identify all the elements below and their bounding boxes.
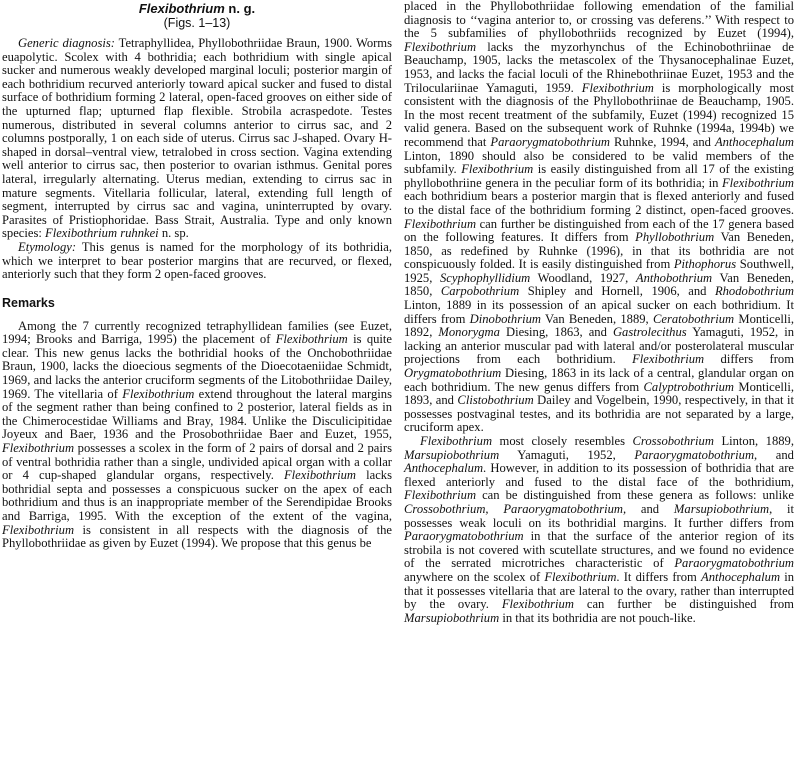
text-run: is consistent in all respects with the diagnosis of the Phyllobothriidae as given by Euzet (1994). We propose that this genus be [2,522,392,551]
taxon-name: Flexibothrium [632,352,705,367]
remarks-paragraph-2 [404,435,794,625]
taxon-name: Paraorygmatobothrium [404,529,524,544]
taxon-name: Flexibothrium [2,441,75,456]
taxon-name: Flexibothrium [420,434,493,448]
species-suffix: n. sp. [158,226,189,241]
taxon-name: Paraorygmatobothrium [634,447,755,462]
taxon-name: Anthobothrium [635,270,713,285]
etymology-lead: Etymology: [18,239,77,254]
text-run: each bothridium bears a posterior margin that is flexed anteriorly and fused to the distal face of the bothridium forming 2 distinct, open-faced grooves. [404,189,794,217]
taxon-name: Dinobothrium [469,311,542,326]
taxon-name: Flexibothrium [721,175,794,190]
section-title [2,2,392,16]
taxon-name: Scyphophyllidium [439,270,531,285]
text-run: is easily distinguished from all 17 of the existing phyllobothriine genera in the peculiar form of its bothridia; in [404,162,794,190]
taxon-name: Gastrolecithus [612,325,687,340]
taxon-name: Paraorygmatobothrium [490,134,611,149]
text-run: Woodland, 1927, [530,270,636,285]
taxon-name: Marsupiobothrium [404,610,500,625]
text-run: anywhere on the scolex of [404,569,545,584]
text-run: . However, in addition to its possession of bothridia that are flexed anteriorly and fused to the distal face of the bothridium, [404,461,794,489]
text-run: Linton, 1889 in its possession of an apical sucker on each bothridium. It differs from [404,298,794,326]
text-run: Among the 7 currently recognized tetraphyllidean families (see Euzet, 1994; Brooks and Barriga, 1995) the placement of [2,318,392,347]
text-run: possesses a scolex in the form of 2 pairs of dorsal and 2 pairs of ventral bothridia rather than a single, undivided apical organ with a collar or 4 cup-shaped glandular organs, respectively. [2,441,392,483]
taxon-name: Flexibothrium [501,597,574,612]
taxon-name: Flexibothrium [404,216,477,231]
text-run: lacks the myzorhynchus of the Echinobothriinae de Beauchamp, 1905, lacks the metascolex of the Thysanocephalinae Euzet, 1953, and lacks the facial loculi of the Rhinebothriinae Euzet, 1953 and the Triloculariinae Yamaguti, 1959. [404,39,794,95]
taxon-name: Paraorygmatobothrium [674,556,794,571]
taxon-name: Flexibothrium [275,332,348,347]
text-run: can be distinguished from these genera as follows: unlike [476,488,794,503]
text-run: in that it possesses vitellaria that are lateral to the ovary, rather than interrupted by the ovary. [404,569,794,612]
text-run: is quite clear. This new genus lacks the bothridial hooks of the Onchobothriidae Braun, 1900, lacks the dioecious segments of the Dioecotaeniidae Schmidt, 1969, and lacks the anterior cruciform segments of the Litobothriidae Dailey, 1969. The vitellaria of [2,332,392,401]
text-run: , and [754,447,794,462]
text-run: Linton, 1889, [713,434,794,448]
text-run: . It differs from [616,569,701,584]
figures-reference: (Figs. 1–13) [163,16,231,30]
taxon-name: Marsupiobothrium [673,501,770,516]
taxon-name: Ceratobothrium [652,311,735,326]
taxon-name: Flexibothrium [544,569,617,584]
text-run: in that its bothridia are not pouch-like. [499,610,696,625]
text-run: Ruhnke, 1994, and [610,134,715,149]
diagnosis-text: Tetraphyllidea, Phyllobothriidae Braun, 1900. Worms euapolytic. Scolex with 4 bothridia; each bothridium with single apical sucker and numerous weakly developed marginal loculi; posterior margin of each bothridium recurved anteriorly toward apical sucker and fused to distal surface of bothridium forming 2 lateral, open-faced grooves on either side of the upturned flap; upturned flap flexible. Strobila acraspedote. Testes numerous, distributed in several columns anterior to cirrus sac, and 2 columns postporally, 1 on each side of uterus. Cirrus sac J-shaped. Ovary H-shaped in dorsal–ventral view, tetralobed in cross section. Vagina extending well anterior to cirrus sac, then posterior to ovarian isthmus. Genital pores lateral, irregularly alternating. Uterus median, extending to cirrus sac in mature segments. Vitellaria follicular, lateral, extending full length of segment, interrupted by cirrus sac and vagina, uninterrupted by ovary. Parasites of Pristiophoridae. Bass Strait, Australia. Type and only known species: [2,36,393,241]
taxon-name: Anthocephalum [701,569,781,584]
taxon-name: Flexibothrium [461,162,534,177]
taxon-name: Flexibothrium [122,386,195,401]
taxon-name: Anthocephalum [714,134,794,149]
taxon-name: Flexibothrium [404,39,477,54]
text-run: Diesing, 1863, and [499,325,613,340]
taxon-name: Pithophorus [673,257,737,272]
taxon-name: Rhodobothrium [714,284,794,299]
right-column [404,0,794,625]
text-run: Dailey and Vogelbein, 1990, respectively, in that it possesses postvaginal testes, and its bothridia are not separated by a large, cruciform apex. [404,393,794,435]
text-run: Van Beneden, 1850, as redefined by Ruhnke (1996), in that its bothridia are not conspicuously folded. It is easily distinguished from [404,230,794,272]
diagnosis-lead: Generic diagnosis: [18,36,115,50]
text-run: Southwell, 1925, [404,257,794,285]
text-run: Yamaguti, 1952, in lacking an anterior muscular pad with lateral and/or posterolateral muscular projections from each bothridium. [404,325,794,367]
text-run: can further be distinguished from [573,597,794,612]
etymology-text: This genus is named for the morphology of its bothridia, which we interpret to bear posterior margins that are recurved, or flexed, anteriorly such that they form 2 open-faced grooves. [2,239,392,282]
left-column [2,0,392,551]
remarks-paragraph-1-continued [404,0,794,435]
taxon-name: Flexibothrium [283,468,357,483]
taxon-name: Carpobothrium [440,284,520,299]
text-run: Monticelli, 1892, [404,311,794,340]
text-run: in that the surface of the anterior region of its strobila is not covered with scutellate structures, and we found no evidence of the serrated microtriches characteristic of [404,529,794,571]
text-run: Van Beneden, 1850, [404,270,794,299]
remarks-paragraph-1 [2,320,392,551]
species-name: Flexibothrium ruhnkei [45,226,159,241]
taxon-name: Phyllobothrium [635,230,715,245]
genus-name: Flexibothrium [138,1,225,16]
text-run: and [626,501,674,516]
text-run: extend throughout the lateral margins of the segment rather than being confined to 2 posterior, lateral fields as in the Chimerocestidae Williams and Bray, 1984. Unlike the Disculicipitidae Joyeux and Baer, 1936 and the Prosobothriidae Baer and Euzet, 1955, [2,386,392,442]
text-run: Linton, 1890 should also be considered to be valid members of the subfamily. [404,148,794,177]
text-run: most closely resembles [492,434,633,448]
taxon-name: Anthocephalum [404,461,484,476]
text-run: Diesing, 1863 in its lack of a central, glandular organ on each bothridium. The new genus differs from [404,366,794,394]
taxon-name: Crossobothrium [632,434,714,448]
taxon-name: Flexibothrium [581,80,654,95]
generic-diagnosis-paragraph [2,37,392,241]
remarks-heading: Remarks [2,295,55,310]
text-run: Shipley and Hornell, 1906, and [519,284,715,299]
text-run: can further be distinguished from each of the 17 genera based on the following features. It differs from [404,216,794,245]
text-run: lacks bothridial septa and possesses a conspicuous sucker on the apex of each bothridium and thus is an inappropriate member of the Serendipidae Brooks and Barriga, 1995. With the exception of the extent of the vagina, [2,468,392,523]
title-suffix: n. g. [224,1,256,16]
text-run: Monticelli, 1893, and [404,379,795,408]
text-run: is morphologically most consistent with the diagnosis of the Phyllobothriinae de Beauchamp, 1905. In the most recent treatment of the subfamily, Euzet (1994) recognized 15 valid genera. Based on the subsequent work of Ruhnke (1994a, 1994b) we recommend that [404,80,794,149]
text-run: , it possesses weak loculi on its bothridial margins. It further differs from [404,501,795,530]
taxon-name: Crossobothrium, Paraorygmatobothrium, [404,501,627,516]
taxon-name: Clistobothrium [457,393,534,408]
taxon-name: Calyptrobothrium [643,379,735,394]
text-run: placed in the Phyllobothriidae following emendation of the familial diagnosis to ‘‘vagina anterior to, or crossing vas deferens.’’ With respect to the 5 subfamilies of phyllobothriids recognized by Euzet (1994), [404,0,794,41]
text-run: differs from [704,352,795,367]
taxon-name: Flexibothrium [2,522,75,537]
taxon-name: Monorygma [438,325,500,340]
etymology-paragraph [2,241,392,282]
text-run: Yamaguti, 1952, [499,447,635,462]
text-run: Van Beneden, 1889, [541,311,653,326]
taxon-name: Flexibothrium [404,488,477,503]
taxon-name: Orygmatobothrium [404,366,502,381]
taxon-name: Marsupiobothrium [404,447,500,462]
